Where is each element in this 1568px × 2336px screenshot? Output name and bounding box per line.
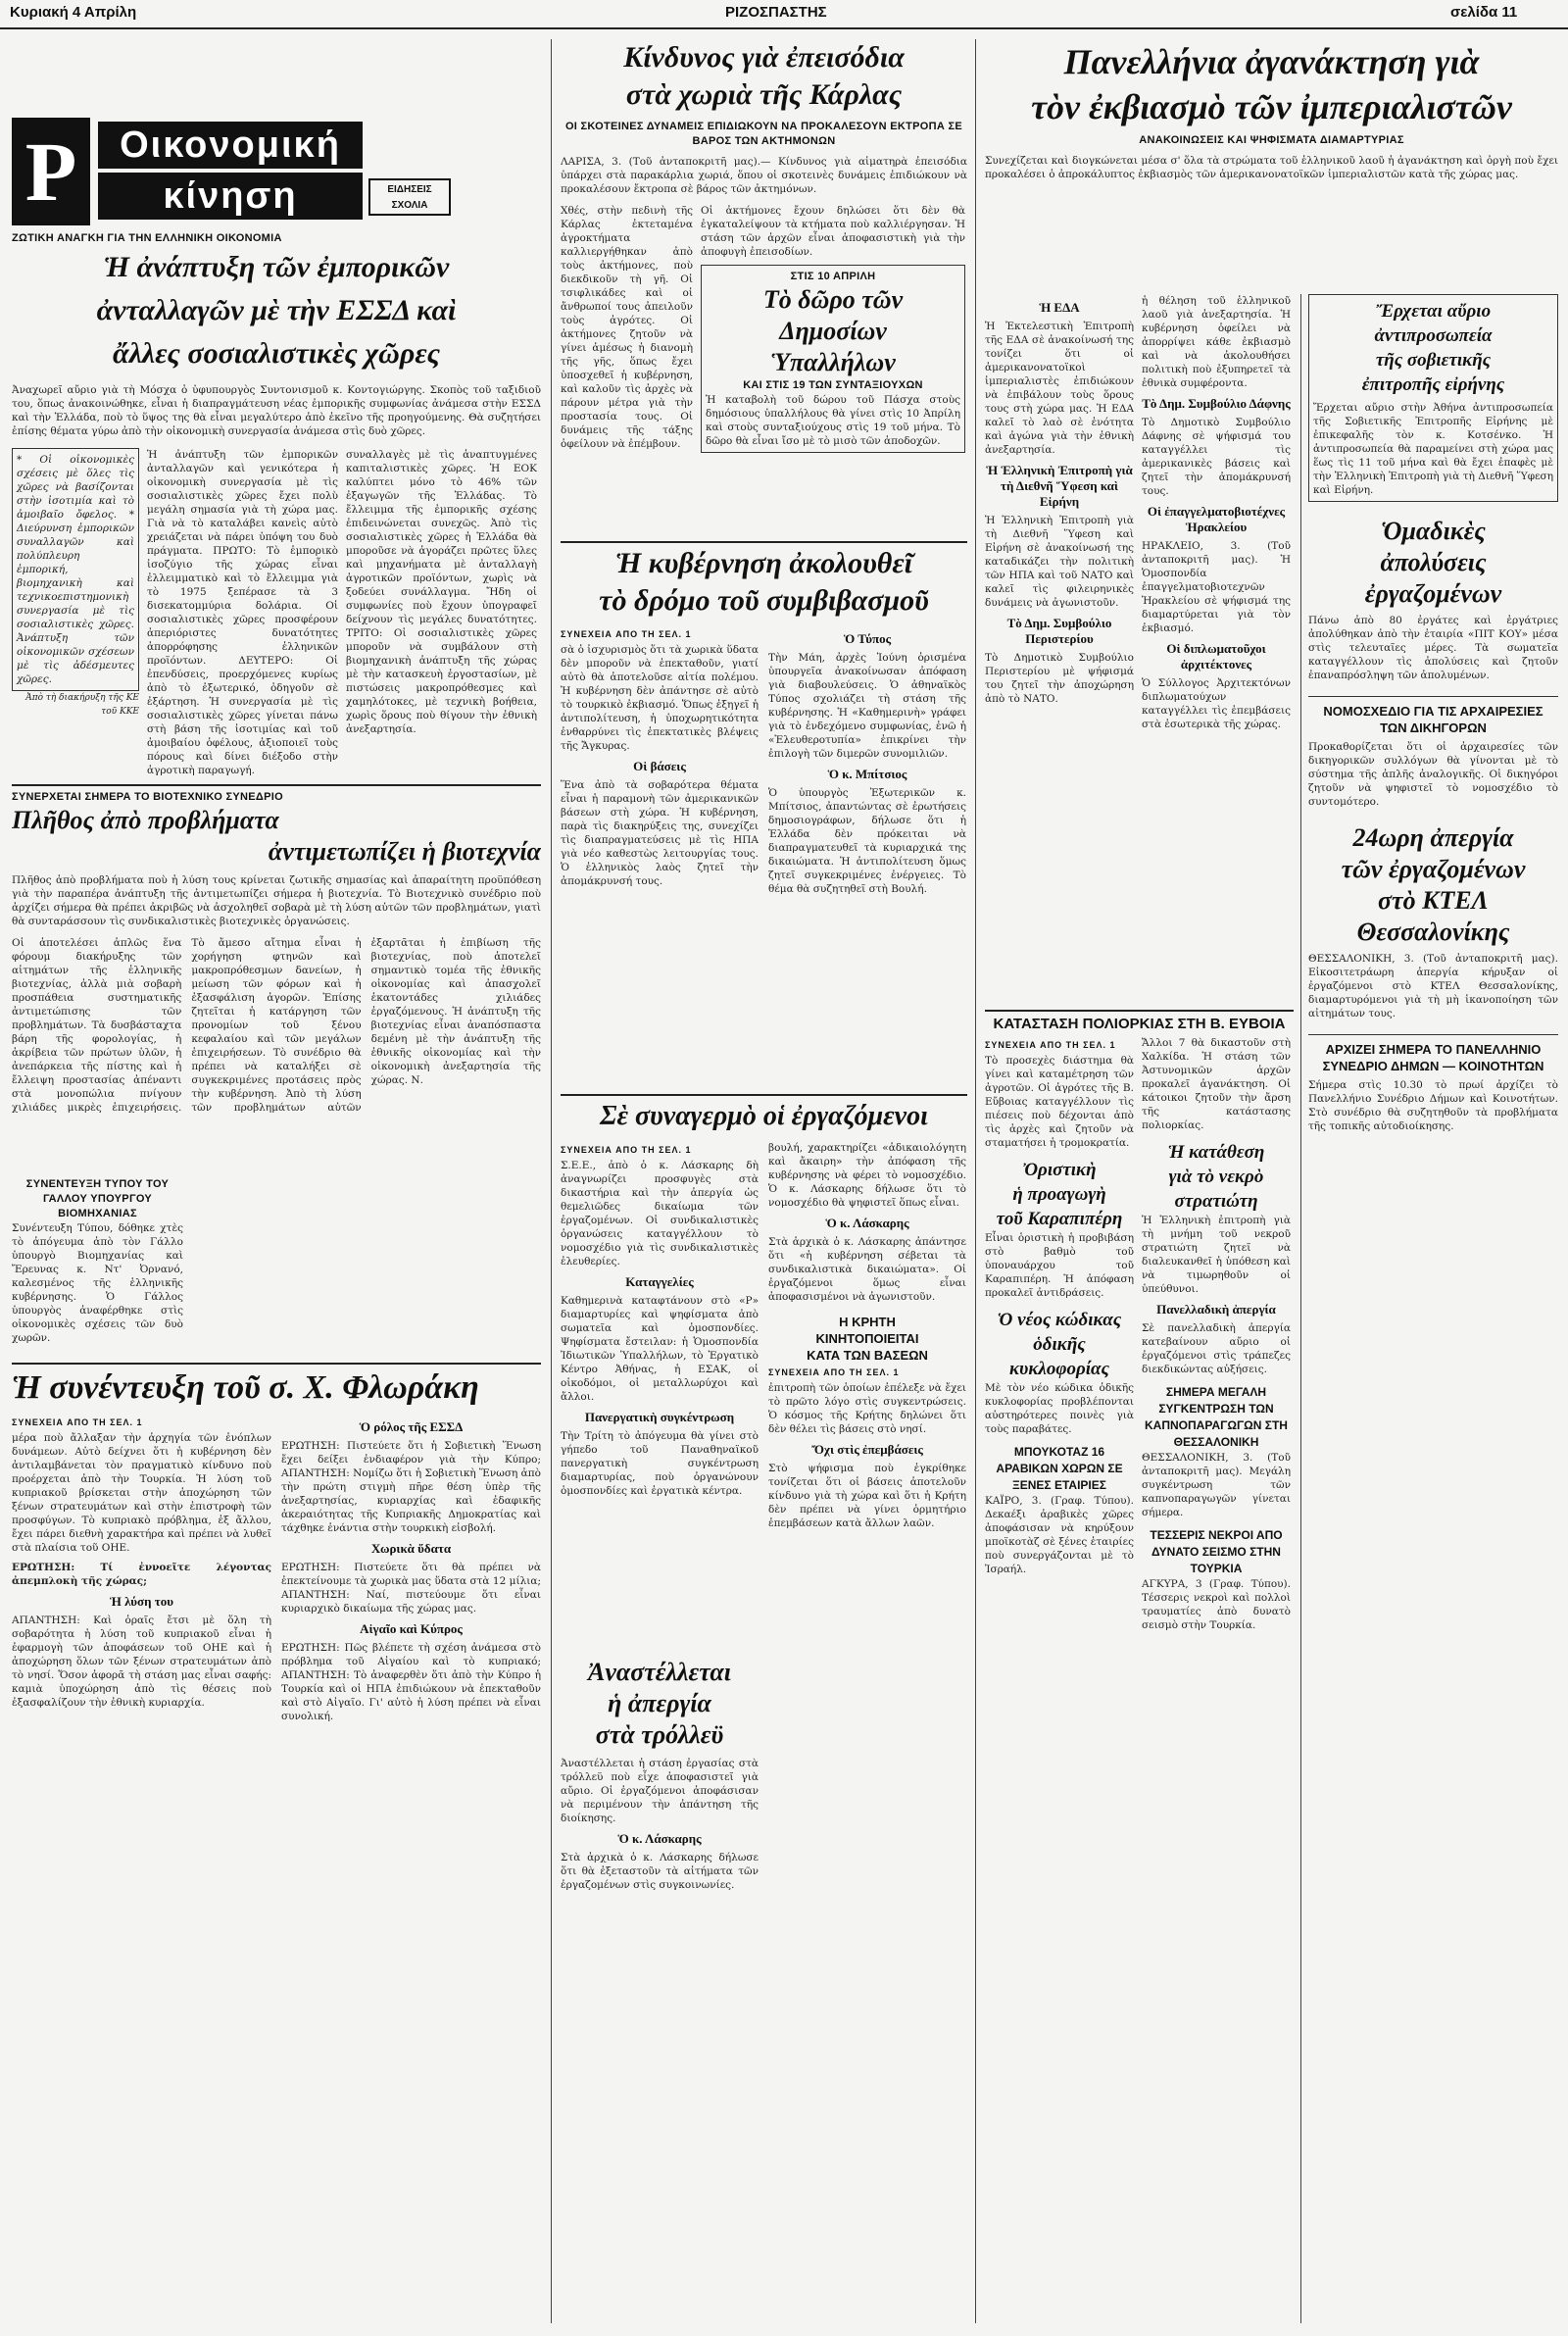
government-body-2: Ἕνα ἀπὸ τὰ σοβαρότερα θέματα εἶναι ἡ παραμονὴ τῶν ἀμερικανικῶν βάσεων στὴ χώρα. Ἡ κυβέρνηση, παρὰ τὶς διακηρύξεις της, συνεχίζει τὶς διαπραγματεύσεις μὲ τὶς ΗΠΑ γιὰ νέο καθεστὼς λειτουργίας τους. Ὁ ἑλληνικὸς λαὸς ζητεῖ τὴν ἀπομάκρυνσή τους. — [561, 779, 759, 887]
traffic-code-body: Μὲ τὸν νέο κώδικα ὁδικῆς κυκλοφορίας προβλέπονται αὐστηρότερες ποινὲς γιὰ τοὺς παραβάτες. — [985, 1382, 1134, 1435]
trolley-body-2: Στὰ ἀρχικὰ ὁ κ. Λάσκαρης δήλωσε ὅτι θὰ ἐξεταστοῦν τὰ αἰτήματα τῶν ἐργαζομένων στὶς συγκοινωνίες. — [561, 1852, 759, 1891]
logo-letter: Ρ — [12, 118, 90, 225]
karapiperis-headline-2: ἡ προαγωγὴ — [1012, 1184, 1106, 1205]
traffic-code-headline-2: ὁδικῆς — [1033, 1334, 1086, 1355]
dismissals-headline-1: Ὁμαδικὲς — [1381, 517, 1486, 545]
ktel-headline-1: 24ωρη ἀπεργία — [1352, 823, 1514, 852]
dismissals-headline-3: ἐργαζομένων — [1364, 579, 1502, 608]
floraki-subhead-4: Αἰγαῖο καὶ Κύπρος — [360, 1621, 463, 1636]
bonus-body: Ἡ καταβολὴ τοῦ δώρου τοῦ Πάσχα στοὺς δημόσιους ὑπαλλήλους θὰ γίνει στὶς 10 Ἀπρίλη καὶ στοὺς συνταξιούχους στὶς 19 τοῦ μήνα. Τὸ δῶρο θὰ εἶναι ἴσο μὲ τὸ μισὸ τῶν ἀποδοχῶν. — [706, 394, 960, 447]
panhellenic-body — [985, 294, 1294, 1000]
soviet-delegation-box — [1308, 294, 1558, 502]
panhellenic-body-2: Ἡ Ἑλληνικὴ Ἐπιτροπὴ γιὰ τὴ Διεθνῆ Ὕφεση καὶ Εἰρήνη σὲ ἀνακοίνωσή της καταδικάζει τὴν πολιτικὴ τῶν ΗΠΑ καὶ τοῦ ΝΑΤΟ καὶ καλεῖ τὶς φιλειρηνικὲς δυνάμεις νὰ ἀγωνιστοῦν. — [985, 515, 1134, 609]
crete-body-2: Στὸ ψήφισμα ποὺ ἐγκρίθηκε τονίζεται ὅτι οἱ βάσεις ἀποτελοῦν κίνδυνο γιὰ τὴ χώρα καὶ ὅτι ἡ Κρήτη δὲν πρέπει νὰ γίνει ὁρμητήριο ἐπεμβάσεων κατὰ ἄλλων λαῶν. — [768, 1463, 966, 1529]
karla-headline-2: στὰ χωριὰ τῆς Κάρλας — [625, 78, 903, 111]
press-body: Συνέντευξη Τύπου, δόθηκε χτὲς τὸ ἀπόγευμα ἀπὸ τὸν Γάλλο ὑπουργὸ Βιομηχανίας καὶ Ἔρευνας κ. Ντ' Ὀρνανό, καλεσμένος τῆς ἑλληνικῆς κυβέρνησης. Ὁ Γάλλος ὑπουργὸς ἀναφέρθηκε στὶς οἰκονομικὲς σχέσεις τῶν δυὸ χωρῶν. — [12, 1222, 183, 1344]
workers-body-4: Στὰ ἀρχικὰ ὁ κ. Λάσκαρης ἀπάντησε ὅτι «ἡ κυβέρνηση σέβεται τὰ συνδικαλιστικὰ δικαιώματα». Οἱ ἐργαζόμενοι ὅμως εἶναι ἀποφασισμένοι νὰ ἀγωνιστοῦν. — [768, 1236, 966, 1303]
dismissals-body: Πάνω ἀπὸ 80 ἐργάτες καὶ ἐργάτριες ἀπολύθηκαν ἀπὸ τὴν ἐταιρία «ΠΙΤ ΚΟΥ» μέσα στὶς τελευταῖες μέρες. Τὰ σωματεῖα καταγγέλλουν τὶς ἀπολύσεις καὶ ζητοῦν ἐπαναπρόσληψη τῶν ἀπολυμένων. — [1308, 615, 1558, 681]
masthead-page-number: σελίδα 11 — [1450, 4, 1518, 21]
section-rule — [12, 784, 541, 786]
econ-headline-3: ἄλλες σοσιαλιστικὲς χῶρες — [113, 337, 440, 370]
workers-body-1: Σ.Ε.Ε., ἀπὸ ὁ κ. Λάσκαρης δὴ ἀναγνωρίζει προσφυγὲς στὰ δικαστήρια καὶ τὴν ἀπεργία ὡς θεμελιῶδες δικαίωμα τῶν ἐργαζομένων. Οἱ συνδικαλιστικὲς ὀργανώσεις καταγγέλλουν τὸ νομοσχέδιο γιὰ τὶς συνδικαλιστικὲς ἐλευθερίες. — [561, 1160, 759, 1267]
section-rule — [561, 1094, 967, 1096]
panhellenic-subhead-1: Ἡ ΕΔΑ — [1039, 300, 1080, 315]
soviet-headline-1: Ἔρχεται αὔριο — [1375, 301, 1492, 322]
bonus-kicker: ΣΤΙΣ 10 ΑΠΡΙΛΗ — [790, 271, 876, 282]
soldier-headline-3: στρατιώτη — [1174, 1191, 1258, 1212]
municipalities-body: Σήμερα στὶς 10.30 τὸ πρωί ἀρχίζει τὸ Πανελλήνιο Συνέδριο Δήμων καὶ Κοινοτήτων. Στὸ συνέδριο θὰ συζητηθοῦν τὰ προβλήματα τῆς τοπικῆς αὐτοδιοίκησης. — [1308, 1079, 1558, 1132]
panhellenic-headline-2: τὸν ἐκβιασμὸ τῶν ἰμπεριαλιστῶν — [1031, 87, 1512, 126]
column-rule — [1300, 294, 1301, 2323]
floraki-body-3: ΕΡΩΤΗΣΗ: Πιστεύετε ὅτι ἡ Σοβιετικὴ Ἕνωση ἔχει δείξει ἐνδιαφέρον γιὰ τὴν Κύπρο; ΑΠΑΝΤΗΣΗ: Νομίζω ὅτι ἡ Σοβιετικὴ Ἕνωση ἀπὸ τὴν πρώτη στιγμὴ πῆρε θέση ὑπὲρ τῆς ἀνεξαρτησίας, κυριαρχίας καὶ ἐδαφικῆς ἀκεραιότητας τῆς Κυπριακῆς Δημοκρατίας καὶ τάχθηκε ἐνάντια στὴν τουρκικὴ εἰσβολή. — [281, 1440, 541, 1534]
economic-section-logo — [12, 118, 453, 225]
floraki-subhead-1: Ἡ λύση του — [110, 1594, 173, 1609]
lawyers-body: Προκαθορίζεται ὅτι οἱ ἀρχαιρεσίες τῶν δικηγορικῶν συλλόγων θὰ γίνονται μὲ τὸ σύστημα τῆς ἁπλῆς ἀναλογικῆς. Οἱ δικηγόροι ζητοῦν νὰ ψηφιστεῖ τὸ νομοσχέδιο τὸ συντομότερο. — [1308, 741, 1558, 808]
boycott-kicker: ΜΠΟΥΚΟΤΑΖ 16 ΑΡΑΒΙΚΩΝ ΧΩΡΩΝ ΣΕ ΞΕΝΕΣ ΕΤΑΙΡΙΕΣ — [996, 1445, 1123, 1492]
ktel-body: ΘΕΣΣΑΛΟΝΙΚΗ, 3. (Τοῦ ἀνταποκριτῆ μας). Εἰκοσιτετράωρη ἀπεργία κήρυξαν οἱ ἐργαζόμενοι στὸ ΚΤΕΛ Θεσσαλονίκης, διαμαρτυρόμενοι γιὰ τὴ μὴ ἱκανοποίηση τῶν αἰτημάτων τους. — [1308, 953, 1558, 1019]
biotech-body: Οἱ ἀποτελέσει ἀπλῶς ἕνα φόρουμ διακήρυξης τῶν αἰτημάτων τῆς ἑλληνικῆς βιοτεχνίας, ἀλλὰ μιὰ σοβαρὴ προσπάθεια συστηματικῆς ἀντιμετώπισης τῶν προβλημάτων. Τὰ δυσβάσταχτα βάρη τῆς φορολογίας, ἡ ἀκρίβεια τῶν πρώτων ὑλῶν, ἡ ἀνεπάρκεια τῆς πίστης καὶ ἡ ἔλλειψη προστασίας ἀπέναντι στὰ μονοπώλια πνίγουν χιλιάδες μικρὲς ἐπιχειρήσεις. Τὸ ἄμεσο αἴτημα εἶναι ἡ χορήγηση φτηνῶν καὶ μακροπρόθεσμων δανείων, ἡ μείωση τῶν φόρων καὶ ἡ ἐξασφάλιση ἀγορῶν. Ἐπίσης ζητεῖται ἡ κατάργηση τῶν προνομίων τοῦ ξένου κεφαλαίου καὶ τῶν μεγάλων ἐπιχειρήσεων. Τὸ συνέδριο θὰ πρέπει νὰ καταλήξει σὲ συγκεκριμένες προτάσεις πρὸς τὴν κυβέρνηση. Ἀπὸ τὴ λύση τῶν προβλημάτων αὐτῶν ἐξαρτᾶται ἡ ἐπιβίωση τῆς βιοτεχνίας, ποὺ ἀποτελεῖ σημαντικὸ τομέα τῆς ἐθνικῆς οἰκονομίας καὶ ἀπασχολεῖ ἑκατοντάδες χιλιάδες ἐργαζόμενους. Ἡ ἀνάπτυξη τῆς βιοτεχνίας εἶναι ἀναπόσπαστα δεμένη μὲ τὴν ἀνάπτυξη τῆς ἐθνικῆς οἰκονομίας καὶ τὴν οἰκονομικὴ ἀνεξαρτησία τῆς χώρας. Ν. — [12, 937, 541, 1114]
logo-side-label — [368, 178, 451, 216]
logo-line-2: κίνηση — [98, 173, 363, 220]
panhellenic-body-5: Ὁ Σύλλογος Ἀρχιτεκτόνων διπλωματούχων καταγγέλλει τὶς ἐπεμβάσεις στὰ ἐσωτερικὰ τῆς χώρας. — [1142, 677, 1291, 730]
crete-kicker-1: Η ΚΡΗΤΗ — [839, 1315, 896, 1329]
floraki-subhead-2: Ὁ ρόλος τῆς ΕΣΣΔ — [359, 1419, 464, 1434]
soldier-headline-2: γιὰ τὸ νεκρὸ — [1168, 1167, 1264, 1187]
dismissals-headline-2: ἀπολύσεις — [1380, 548, 1487, 576]
econ-quote: * Οἱ οἰκονομικὲς σχέσεις μὲ ὅλες τὶς χῶρες νὰ βασίζονται στὴν ἰσοτιμία καὶ τὸ ἀμοιβαῖο ὄφελος. * Διεύρυνση ἐμπορικῶν συναλλαγῶν καὶ πολύπλευρη ἐμπορική, βιομηχανικὴ καὶ τεχνικοεπιστημονικὴ συνεργασία μὲ τὶς σοσιαλιστικὲς χῶρες. Ἀνάπτυξη τῶν οἰκονομικῶν σχέσεων μὲ τὶς ἀδέσμευτες χῶρες. — [12, 448, 139, 691]
trolley-headline-1: Ἀναστέλλεται — [587, 1658, 731, 1686]
masthead-paper-name: ΡΙΖΟΣΠΑΣΤΗΣ — [725, 4, 827, 21]
logo-side-1: ΕΙΔΗΣΕΙΣ — [387, 184, 432, 195]
government-continued: ΣΥΝΕΧΕΙΑ ΑΠΟ ΤΗ ΣΕΛ. 1 — [561, 629, 692, 639]
crete-kicker-2: ΚΙΝΗΤΟΠΟΙΕΙΤΑΙ — [815, 1331, 919, 1346]
earthquake-kicker: ΤΕΣΣΕΡΙΣ ΝΕΚΡΟΙ ΑΠΟ ΔΥΝΑΤΟ ΣΕΙΣΜΟ ΣΤΗΝ ΤΟΥΡΚΙΑ — [1150, 1528, 1283, 1575]
crete-body: ἐπιτροπὴ τῶν ὁποίων ἐπέλεξε νὰ ἔχει τὸ πρῶτο λόγο στὶς συγκεντρώσεις. Ὁ κόσμος τῆς Κρήτης δηλώνει ὅτι δὲν θέλει τὶς βάσεις στὸ νησί. — [768, 1382, 966, 1435]
euboea-body-1: Τὸ προσεχὲς διάστημα θὰ γίνει καὶ καταμέτρηση τῶν ἀγροτῶν. Οἱ ἀγρότες τῆς Β. Εὔβοιας καταγγέλλουν τὶς πιέσεις ποὺ δέχονται ἀπὸ τὶς ἀρχὲς καὶ ζητοῦν νὰ σταματήσει ἡ τρομοκρατία. — [985, 1055, 1134, 1149]
bonus-headline-2: Δημοσίων — [779, 317, 887, 345]
econ-quote-source: Ἀπὸ τὴ διακήρυξη τῆς ΚΕ τοῦ ΚΚΕ — [25, 693, 139, 717]
trolley-headline-2: ἡ ἀπεργία — [608, 1689, 711, 1717]
lawyers-kicker: ΝΟΜΟΣΧΕΔΙΟ ΓΙΑ ΤΙΣ ΑΡΧΑΙΡΕΣΙΕΣ ΤΩΝ ΔΙΚΗΓΟΡΩΝ — [1308, 696, 1558, 736]
panhellenic-lead: Συνεχίζεται καὶ διογκώνεται μέσα σ' ὅλα τὰ στρώματα τοῦ ἑλληνικοῦ λαοῦ ἡ ἀγανάκτηση καὶ ὀργὴ ποὺ ἔχει προκαλέσει ὁ ἀπροκάλυπτος ἐκβιασμὸς τῶν ἀμερικανονατοϊκῶν ἰμπεριαλιστῶν κατὰ τῆς χώρας μας. — [985, 155, 1558, 180]
panhellenic-body-1: Ἡ Ἐκτελεστικὴ Ἐπιτροπὴ τῆς ΕΔΑ σὲ ἀνακοίνωσή της τονίζει ὅτι οἱ ἀμερικανονατοϊκοὶ ἰμπεριαλιστὲς ἐπιδιώκουν νὰ ἐπιβάλουν τοὺς ὅρους τους στὴ χώρα μας. Ἡ ΕΔΑ καλεῖ τὸ λαὸ σὲ ἑνότητα καὶ ἀγώνα γιὰ τὴν ἐθνικὴ ἀνεξαρτησία. — [985, 321, 1134, 456]
soviet-headline-2: ἀντιπροσωπεία — [1374, 325, 1493, 346]
bonus-headline-1: Τὸ δῶρο τῶν — [762, 285, 904, 314]
soldier-headline-1: Ἡ κατάθεση — [1167, 1142, 1265, 1163]
panhellenic-subhead-3: Τὸ Δημ. Συμβούλιο Δάφνης — [1142, 396, 1291, 411]
government-body-3: Τὴν Μάη, ἀρχὲς Ἰούνη ὁρισμένα ὑπουργεῖα ἀνακοίνωσαν ἀπόφαση γιὰ διαβουλεύσεις. Ὁ ἀθηναϊκὸς Τύπος σχολιάζει τὴ στάση τῆς κυβέρνησης. Ἡ «Καθημερινὴ» γράφει γιὰ τὸ ἐνδεχόμενο συμφωνίας, ἐνῶ ἡ «Ἐλευθεροτυπία» ἐπικρίνει τὴν ἐπιλογὴ τῶν διμερῶν συνομιλιῶν. — [768, 652, 966, 760]
government-subhead-1: Οἱ βάσεις — [633, 759, 686, 773]
floraki-continued: ΣΥΝΕΧΕΙΑ ΑΠΟ ΤΗ ΣΕΛ. 1 — [12, 1417, 143, 1427]
workers-subhead-2: Ὁ κ. Λάσκαρης — [825, 1216, 909, 1230]
crete-continued: ΣΥΝΕΧΕΙΑ ΑΠΟ ΤΗ ΣΕΛ. 1 — [768, 1367, 900, 1377]
government-headline-1: Ἡ κυβέρνηση ἀκολουθεῖ — [615, 547, 912, 579]
tobacco-kicker: ΣΗΜΕΡΑ ΜΕΓΑΛΗ ΣΥΓΚΕΝΤΡΩΣΗ ΤΩΝ ΚΑΠΝΟΠΑΡΑΓΩΓΩΝ ΣΤΗ ΘΕΣΣΑΛΟΝΙΚΗ — [1145, 1385, 1288, 1449]
panhellenic-subhead-6: Τὸ Δημ. Συμβούλιο Περιστερίου — [1006, 616, 1112, 646]
trolley-body: Ἀναστέλλεται ἡ στάση ἐργασίας στὰ τρόλλεϋ ποὺ εἶχε ἀποφασιστεῖ γιὰ αὔριο. Οἱ ἐργαζόμενοι ἀποφάσισαν νὰ περιμένουν τὴν ἀπάντηση τῆς διοίκησης. — [561, 1758, 759, 1824]
trolley-headline-3: στὰ τρόλλεϋ — [595, 1720, 724, 1749]
column-rule — [551, 39, 552, 2323]
panhellenic-body-6: Τὸ Δημοτικὸ Συμβούλιο Περιστερίου μὲ ψήφισμά του ζητεῖ τὴν ἀποχώρηση ἀπὸ τὸ ΝΑΤΟ. — [985, 652, 1134, 705]
earthquake-body: ΑΓΚΥΡΑ, 3 (Γραφ. Τύπου). Τέσσερις νεκροὶ καὶ πολλοὶ τραυματίες ἀπὸ δυνατὸ σεισμὸ στὴν Τουρκία. — [1142, 1578, 1291, 1631]
panhellenic-subhead-4: Οἱ ἐπαγγελματοβιοτέχνες Ἡρακλείου — [1147, 504, 1286, 534]
biotech-kicker: ΣΥΝΕΡΧΕΤΑΙ ΣΗΜΕΡΑ ΤΟ ΒΙΟΤΕΧΝΙΚΟ ΣΥΝΕΔΡΙΟ — [12, 791, 283, 803]
workers-headline: Σὲ συναγερμὸ οἱ ἐργαζόμενοι — [600, 1101, 928, 1131]
euboea-body-2: Ἄλλοι 7 θὰ δικαστοῦν στὴ Χαλκίδα. Ἡ στάση τῶν Ἀστυνομικῶν ἀρχῶν προκαλεῖ ἀγανάκτηση. Οἱ κάτοικοι ζητοῦν τὴν ἄρση τῆς κατάστασης πολιορκίας. — [1142, 1037, 1291, 1131]
bank-strike-subhead: Πανελλαδικὴ ἀπεργία — [1156, 1302, 1276, 1317]
workers-subhead-3: Πανεργατικὴ συγκέντρωση — [584, 1410, 735, 1424]
right-column — [1308, 294, 1558, 2324]
government-body-1: σὰ ὁ ἰσχυρισμὸς ὅτι τὰ χωρικὰ ὕδατα δὲν μποροῦν νὰ ἐπεκταθοῦν, γιατί αὐτὸ θὰ ἀποτελοῦσε αἰτία πολέμου. Ἡ κυβέρνηση δὲν ἀπάντησε σὲ αὐτὸ τὸ τουρκικὸ ἐκβιασμό. Ὅπως ἐξηγεῖ ἡ ἀντιπολίτευση, ἡ ὑποχωρητικότητα ἐνθαρρύνει τὶς ἐπεκτατικὲς βλέψεις τῆς Ἄγκυρας. — [561, 644, 759, 752]
econ-article — [12, 231, 541, 780]
panhellenic-body-3: Τὸ Δημοτικὸ Συμβούλιο Δάφνης σὲ ψήφισμά του καταγγέλλει τὶς ἀμερικανικὲς βάσεις καὶ ζητεῖ τὴν ἀπομάκρυνσή τους. — [1142, 417, 1291, 497]
soviet-body: Ἔρχεται αὔριο στὴν Ἀθήνα ἀντιπροσωπεία τῆς Σοβιετικῆς Ἐπιτροπῆς Εἰρήνης μὲ ἐπικεφαλῆς τὸν κ. Κοτσένκο. Ἡ ἀντιπροσωπεία θὰ παραμείνει στὴ χώρα μας ἕως τὶς 11 τοῦ μήνα καὶ θὰ ἔχει ἐπαφὲς μὲ τὴν Ἑλληνικὴ Ἐπιτροπὴ γιὰ τὴ Διεθνῆ Ὕφεση καὶ Εἰρήνη. — [1313, 402, 1553, 496]
econ-headline-1: Ἡ ἀνάπτυξη τῶν ἐμπορικῶν — [103, 251, 450, 283]
biotech-headline-2: ἀντιμετωπίζει ἡ βιοτεχνία — [268, 837, 541, 866]
karapiperis-headline-3: τοῦ Καραπιπέρη — [996, 1209, 1123, 1229]
euboea-continued: ΣΥΝΕΧΕΙΑ ΑΠΟ ΤΗ ΣΕΛ. 1 — [985, 1040, 1116, 1050]
workers-article — [561, 1098, 967, 1647]
floraki-body-4: ΕΡΩΤΗΣΗ: Πιστεύετε ὅτι θὰ πρέπει νὰ ἐπεκτείνουμε τὰ χωρικὰ μας ὕδατα στὰ 12 μίλια; ΑΠΑΝΤΗΣΗ: Ναί, πιστεύουμε ὅτι εἶναι κυριαρχικὸ δικαίωμα τῆς χώρας μας. — [281, 1562, 541, 1615]
government-subhead-2: Ὁ Τύπος — [843, 631, 892, 646]
section-rule — [561, 541, 967, 543]
econ-kicker: ΖΩΤΙΚΗ ΑΝΑΓΚΗ ΓΙΑ ΤΗΝ ΕΛΛΗΝΙΚΗ ΟΙΚΟΝΟΜΙΑ — [12, 232, 282, 244]
municipalities-kicker: ΑΡΧΙΖΕΙ ΣΗΜΕΡΑ ΤΟ ΠΑΝΕΛΛΗΝΙΟ ΣΥΝΕΔΡΙΟ ΔΗΜΩΝ — ΚΟΙΝΟΤΗΤΩΝ — [1308, 1034, 1558, 1074]
biotech-lead: Πλῆθος ἀπὸ προβλήματα ποὺ ἡ λύση τους κρίνεται ζωτικῆς σημασίας καὶ ἀπαραίτητη προϋπόθεση γιὰ τὴν παραπέρα ἀνάπτυξη τῆς ἀντιμετωπίζει σήμερα ἡ βιοτεχνία. Τὸ Βιοτεχνικὸ συνέδριο ποὺ ἀρχίζει σήμερα θὰ πρέπει ἀκριβῶς νὰ ἀσχοληθεῖ σοβαρὰ μὲ τὴ λύση αὐτῶν τῶν προβλημάτων, γιατὶ θὰ συνταράσσουν τὶς συνδικαλιστικὲς βιοτεχνικὲς ὀργανώσεις. — [12, 874, 541, 927]
workers-body-5: Τὴν Τρίτη τὸ ἀπόγευμα θὰ γίνει στὸ γήπεδο τοῦ Παναθηναϊκοῦ πανεργατικὴ συγκέντρωση διαμαρτυρίας, ποὺ ὀργανώνουν ὁμοσπονδίες καὶ ἐργατικὰ κέντρα. — [561, 1430, 759, 1497]
floraki-subhead-3: Χωρικὰ ὕδατα — [370, 1541, 452, 1556]
karla-headline-1: Κίνδυνος γιὰ ἐπεισόδια — [623, 41, 905, 74]
government-article — [561, 545, 967, 1089]
econ-headline-2: ἀνταλλαγῶν μὲ τὴν ΕΣΣΔ καὶ — [96, 294, 457, 326]
soviet-headline-4: ἐπιτροπῆς εἰρήνης — [1361, 374, 1505, 395]
karla-body: Χθές, στὴν πεδινὴ τῆς Κάρλας ἐκτεταμένα ἀγροκτήματα καλλιεργήθηκαν ἀπὸ τοὺς ἀκτήμονες, ποὺ διεκδικοῦν τὴ γῆ. Οἱ τσιφλικάδες καὶ οἱ ἄνθρωποί τους ἀπειλοῦν τοὺς ἀγρότες. Οἱ ἀκτήμονες ζητοῦν νὰ γίνει ἀμέσως ἡ διανομὴ τῆς γῆς, ὅπως ἔχει ὑποσχεθεῖ ἡ κυβέρνηση, καὶ καλοῦν τὶς ἀρχὲς νὰ πάρουν μέτρα γιὰ τὴν προστασία τους. Οἱ δυνάμεις τῆς τάξης ὀφείλουν νὰ ἐπέμβουν. — [561, 205, 693, 450]
masthead — [0, 0, 1568, 29]
bank-strike-body: Σὲ πανελλαδικὴ ἀπεργία κατεβαίνουν αὔριο οἱ ἐργαζόμενοι στὶς τράπεζες διεκδικώντας αὐξήσεις. — [1142, 1322, 1291, 1375]
column-rule — [975, 39, 976, 2323]
press-conference-box — [12, 1177, 183, 1345]
crete-kicker-3: ΚΑΤΑ ΤΩΝ ΒΑΣΕΩΝ — [807, 1348, 928, 1363]
karla-lead: ΛΑΡΙΣΑ, 3. (Τοῦ ἀνταποκριτῆ μας).— Κίνδυνος γιὰ αἱματηρὰ ἐπεισόδια ὑπάρχει στὰ παρακάρλια χωριά, ὅπου οἱ σκοτεινὲς δυνάμεις ἐπιδιώκουν νὰ προκαλέσουν ἔκτροπα σὲ βάρος τῶν ἀκτημόνων. — [561, 156, 967, 195]
traffic-code-headline-1: Ὁ νέος κώδικας — [997, 1310, 1122, 1330]
biotech-headline-1: Πλῆθος ἀπὸ προβλήματα — [12, 806, 279, 834]
floraki-article — [12, 1368, 541, 2324]
bonus-box — [701, 265, 965, 453]
karla-article — [561, 39, 967, 534]
ktel-headline-3: στὸ ΚΤΕΛ — [1378, 886, 1489, 915]
econ-quote-box — [12, 448, 139, 777]
panhellenic-col2-body: ἡ θέληση τοῦ ἑλληνικοῦ λαοῦ γιὰ ἀνεξαρτησία. Ἡ κυβέρνηση ὀφείλει νὰ ἀπορρίψει κάθε ἐκβιασμὸ καὶ νὰ ἀκολουθήσει πολιτικὴ ποὺ ἐξυπηρετεῖ τὰ ἐθνικὰ συμφέροντα. — [1142, 295, 1291, 389]
government-body-4: Ὁ ὑπουργὸς Ἐξωτερικῶν κ. Μπίτσιος, ἀπαντώντας σὲ ἐρωτήσεις δημοσιογράφων, δήλωσε ὅτι ἡ Ἑλλάδα δὲν πρόκειται νὰ διαπραγματευθεῖ τὰ κυριαρχικά της δικαιώματα. Ἡ ἀντιπολίτευση ὅμως ζητεῖ συγκεκριμένες ἐνέργειες. Τὸ θέμα θὰ συζητηθεῖ στὴ Βουλή. — [768, 787, 966, 895]
logo-line-1: Οικονομική — [98, 122, 363, 169]
bonus-headline-3: Ὑπαλλήλων — [770, 348, 896, 376]
biotech-article — [12, 790, 541, 1359]
floraki-body-2: ΑΠΑΝΤΗΣΗ: Καὶ ὁραῖς ἔτσι μὲ ὅλη τὴ σοβαρότητα ἡ λύση τοῦ κυπριακοῦ εἶναι ἡ ἐφαρμογὴ τῶν ἀποφάσεων τοῦ ΟΗΕ καὶ ἡ ἀποχώρηση ὅλων τῶν ξένων στρατευμάτων ἀπὸ τὸ νησί. Ὅσον ἀφορᾶ τὴ στάση μας εἶναι σαφής: καμιὰ ὑποχώρηση ἀπὸ τὶς θέσεις ποὺ ἐξασφαλίζουν τὴν ἐθνικὴ κυριαρχία. — [12, 1615, 271, 1709]
panhellenic-header — [985, 39, 1558, 289]
panhellenic-body-4: ΗΡΑΚΛΕΙΟ, 3. (Τοῦ ἀνταποκριτῆ μας). Ἡ Ὁμοσπονδία ἐπαγγελματοβιοτεχνῶν Ἡρακλείου σὲ ψήφισμά της διαμαρτύρεται γιὰ τὸν ἐκβιασμό. — [1142, 540, 1291, 634]
floraki-headline: Ἡ συνέντευξη τοῦ σ. Χ. Φλωράκη — [12, 1369, 479, 1406]
econ-body-2: συναλλαγὲς μὲ τὶς ἀναπτυγμένες καπιταλιστικὲς χῶρες. Ἡ ΕΟΚ καλύπτει μόνο τὸ 46% τῶν ἐξαγωγῶν τῆς Ἑλλάδας. Τὸ ἔλλειμμα τῆς ἐμπορικῆς σχέσης ἐπιδεινώνεται συνεχῶς. Ἀπὸ τὶς σοσιαλιστικὲς χῶρες ἡ Ἑλλάδα θὰ μποροῦσε νὰ ἀγοράζει πρῶτες ὕλες καὶ μηχανήματα μὲ ἀνταλλαγὴ ἀγροτικῶν προϊόντων, χωρὶς νὰ ξοδεύει συνάλλαγμα. Ἤδη οἱ συμφωνίες ποὺ ἔχουν ὑπογραφεῖ δείχνουν τὶς μεγάλες δυνατότητες. ΤΡΙΤΟ: Οἱ σοσιαλιστικὲς χῶρες μποροῦν νὰ συμβάλουν στὴ βιομηχανικὴ ἀνάπτυξη τῆς χώρας μὲ τὴν κατασκευὴ ἐργοστασίων, μὲ πιστώσεις μακροπρόθεσμες καὶ χαμηλότοκες, μὲ τεχνικὴ βοήθεια, χωρὶς ὅρους ποὺ θίγουν τὴν ἐθνικὴ ἀνεξαρτησία. — [346, 449, 537, 735]
ktel-headline-4: Θεσσαλονίκης — [1356, 918, 1510, 946]
logo-side-2: ΣΧΟΛΙΑ — [391, 200, 428, 211]
tobacco-body: ΘΕΣΣΑΛΟΝΙΚΗ, 3. (Τοῦ ἀνταποκριτῆ μας). Μεγάλη συγκέντρωση τῶν καπνοπαραγωγῶν γίνεται σήμερα. — [1142, 1452, 1291, 1518]
econ-lead: Ἀναχωρεῖ αὔριο γιὰ τὴ Μόσχα ὁ ὑφυπουργὸς Συντονισμοῦ κ. Κοντογιώργης. Σκοπὸς τοῦ ταξιδιοῦ του, ὅπως ἀνακοινώθηκε, εἶναι ἡ διαπραγμάτευση νέας ἐμπορικῆς συμφωνίας ἀνάμεσα στὴν ΕΣΣΔ καὶ τὴν Ἑλλάδα, ποὺ τὸ ὕψος της θὰ εἶναι μεγαλύτερο ἀπὸ ἐκεῖνο τῆς προηγούμενης. Θὰ συζητήσει ἐπίσης θέματα γύρω ἀπὸ τὴν οἰκονομικὴ συνεργασία ἀνάμεσα στὶς δυὸ χῶρες. — [12, 384, 541, 437]
crete-box — [768, 1314, 966, 1530]
soviet-headline-3: τῆς σοβιετικῆς — [1375, 350, 1492, 371]
masthead-date: Κυριακή 4 Απρίλη — [10, 4, 137, 21]
panhellenic-headline-1: Πανελλήνια ἀγανάκτηση γιὰ — [1063, 42, 1480, 81]
floraki-body-5: ΕΡΩΤΗΣΗ: Πῶς βλέπετε τὴ σχέση ἀνάμεσα στὸ πρόβλημα τοῦ Αἰγαίου καὶ τὸ κυπριακό; ΑΠΑΝΤΗΣΗ: Τὸ ἀναφερθὲν ὅτι ἀπὸ τὴν Κύπρο ἡ Τουρκία καὶ οἱ ΗΠΑ ἐπιδιώκουν νὰ ἐπεκταθοῦν καὶ στὸ Αἰγαῖο. Γι' αὐτὸ ἡ λύση πρέπει νὰ εἶναι συνολική. — [281, 1642, 541, 1722]
section-rule — [985, 1010, 1294, 1012]
panhellenic-kicker: ΑΝΑΚΟΙΝΩΣΕΙΣ ΚΑΙ ΨΗΦΙΣΜΑΤΑ ΔΙΑΜΑΡΤΥΡΙΑΣ — [1139, 134, 1404, 146]
panhellenic-subhead-5: Οἱ διπλωματοῦχοι ἀρχιτέκτονες — [1166, 641, 1266, 671]
karapiperis-headline-1: Ὀριστικὴ — [1022, 1160, 1097, 1180]
government-subhead-3: Ὁ κ. Μπίτσιος — [827, 767, 907, 781]
workers-continued: ΣΥΝΕΧΕΙΑ ΑΠΟ ΤΗ ΣΕΛ. 1 — [561, 1145, 692, 1155]
floraki-body-1: μέρα ποὺ ἄλλαξαν τὴν ἀρχηγία τῶν ἐνόπλων δυνάμεων. Αὐτὸ δείχνει ὅτι ἡ κυβέρνηση δὲν ἀντιλαμβάνεται τὸν πραγματικὸ κίνδυνο ποὺ προέρχεται ἀπὸ τὴν Τουρκία. Ἡ λύση τοῦ κυπριακοῦ βρίσκεται στὴν ἀποχώρηση τῶν ξένων στρατευμάτων καὶ στὴν ἐπιστροφὴ τῶν προσφύγων. Τὸ κυπριακὸ πρόβλημα, ἐξ ἄλλου, ἔχει πάρει διεθνὴ χαρακτήρα καὶ πρέπει νὰ λυθεῖ στὰ πλαίσια τοῦ ΟΗΕ. — [12, 1432, 271, 1554]
press-kicker: ΣΥΝΕΝΤΕΥΞΗ ΤΥΠΟΥ ΤΟΥ ΓΑΛΛΟΥ ΥΠΟΥΡΓΟΥ ΒΙΟΜΗΧΑΝΙΑΣ — [25, 1178, 170, 1219]
trolley-article — [561, 1657, 967, 2323]
crete-subhead: Ὄχι στὶς ἐπεμβάσεις — [811, 1442, 923, 1457]
boycott-body: ΚΑΪΡΟ, 3. (Γραφ. Τύπου). Δεκαέξι ἀραβικὲς χῶρες ἀποφάσισαν νὰ κηρύξουν μποϊκοτὰζ σὲ ξένες ἑταιρίες ποὺ συνεργάζονται μὲ τὸ Ἰσραήλ. — [985, 1495, 1134, 1575]
workers-body-2: Καθημερινὰ καταφτάνουν στὸ «Ρ» διαμαρτυρίες καὶ ψηφίσματα ἀπὸ σωματεῖα καὶ ὁμοσπονδίες. Ψηφίσματα ἔστειλαν: ἡ Ὁμοσπονδία Ἰδιωτικῶν Ὑπαλλήλων, τὸ Ἐργατικὸ Κέντρο Ἀθήνας, ἡ ΕΣΑΚ, οἱ οἰκοδόμοι, οἱ μεταλλωρύχοι καὶ ἄλλοι. — [561, 1295, 759, 1403]
euboea-headline: ΚΑΤΑΣΤΑΣΗ ΠΟΛΙΟΡΚΙΑΣ ΣΤΗ Β. ΕΥΒΟΙΑ — [993, 1016, 1286, 1032]
euboea-column — [985, 1016, 1294, 2324]
ktel-headline-2: τῶν ἐργαζομένων — [1341, 855, 1526, 883]
government-headline-2: τὸ δρόμο τοῦ συμβιβασμοῦ — [599, 584, 929, 617]
panhellenic-subhead-2: Ἡ Ἑλληνικὴ Ἐπιτροπὴ γιὰ τὴ Διεθνῆ Ὕφεση καὶ Εἰρήνη — [986, 463, 1133, 509]
karla-kicker: ΟΙ ΣΚΟΤΕΙΝΕΣ ΔΥΝΑΜΕΙΣ ΕΠΙΔΙΩΚΟΥΝ ΝΑ ΠΡΟΚΑΛΕΣΟΥΝ ΕΚΤΡΟΠΑ ΣΕ ΒΑΡΟΣ ΤΩΝ ΑΚΤΗΜΟΝΩΝ — [564, 121, 963, 147]
karla-body-2: Οἱ ἀκτήμονες ἔχουν δηλώσει ὅτι δὲν θὰ ἐγκαταλείψουν τὰ κτήματα ποὺ καλλιέργησαν. Ἡ στάση τῶν ἀρχῶν εἶναι ἀποφασιστικὴ γιὰ τὴν ἀποφυγὴ ἐπεισοδίων. — [701, 205, 965, 258]
karapiperis-body: Εἶναι ὁριστικὴ ἡ προβιβάση στὸ βαθμὸ τοῦ ὑποναυάρχου τοῦ Καραπιπέρη. Ἡ ἀπόφαση προκαλεῖ ἀντιδράσεις. — [985, 1232, 1134, 1299]
section-rule — [12, 1363, 541, 1365]
soldier-body: Ἡ Ἑλληνικὴ ἐπιτροπὴ γιὰ τὴ μνήμη τοῦ νεκροῦ στρατιώτη ζητεῖ νὰ διαλευκανθεῖ ἡ ὑπόθεση καὶ νὰ τιμωρηθοῦν οἱ ὑπεύθυνοι. — [1142, 1215, 1291, 1295]
econ-body-1: Ἡ ἀνάπτυξη τῶν ἐμπορικῶν ἀνταλλαγῶν καὶ γενικότερα ἡ οἰκονομικὴ συνεργασία μὲ τὶς σοσιαλιστικὲς χῶρες ἔχει πολὺ μεγάλη σημασία γιὰ τὴ χώρα μας. Γιὰ νὰ τὸ καταλάβει κανεὶς αὐτὸ χρειάζεται νὰ πάρει ὑπόψη του δυὸ πράγματα. ΠΡΩΤΟ: Τὸ ἐμπορικὸ ἰσοζύγιο τῆς χώρας εἶναι ἐλλειμματικὸ καὶ τὸ ἔλλειμμα γιὰ τὸ 1975 ξεπέρασε τὰ 3 δισεκατομμύρια δολάρια. Οἱ σοσιαλιστικὲς χῶρες προσφέρουν ἀπεριόριστες δυνατότητες ἀπορρόφησης ἑλληνικῶν προϊόντων. ΔΕΥΤΕΡΟ: Οἱ ἐπενδύσεις, προερχόμενες κυρίως ἀπὸ τὸ ἐξωτερικό, ὁδηγοῦν σὲ ἐξάρτηση. Ἡ συνεργασία μὲ τὶς σοσιαλιστικὲς χῶρες γίνεται πάνω στὴ βάση τῆς ἰσοτιμίας καὶ τοῦ ἀμοιβαίου ὀφέλους, ἀξιοποιεῖ τοὺς πόρους καὶ δίνει διέξοδο στὴν ἀγροτικὴ παραγωγή. — [147, 449, 338, 776]
workers-body-3: βουλή, χαρακτηρίζει «ἀδικαιολόγητη καὶ ἄκαιρη» τὴν ἀπόφαση τῆς κυβέρνησης νὰ φέρει τὸ νομοσχέδιο. Ὁ κ. Λάσκαρης δήλωσε ὅτι τὸ νομοσχέδιο θὰ ψηφιστεῖ ὅπως εἶναι. — [768, 1142, 966, 1209]
trolley-subhead: Ὁ κ. Λάσκαρης — [617, 1831, 702, 1846]
traffic-code-headline-3: κυκλοφορίας — [1008, 1359, 1110, 1379]
workers-subhead-1: Καταγγελίες — [625, 1274, 694, 1289]
bonus-subtitle: ΚΑΙ ΣΤΙΣ 19 ΤΩΝ ΣΥΝΤΑΞΙΟΥΧΩΝ — [743, 379, 923, 391]
floraki-question-1: ΕΡΩΤΗΣΗ: Τί ἐννοεῖτε λέγοντας ἀπεμπλοκὴ τῆς χώρας; — [12, 1562, 271, 1587]
